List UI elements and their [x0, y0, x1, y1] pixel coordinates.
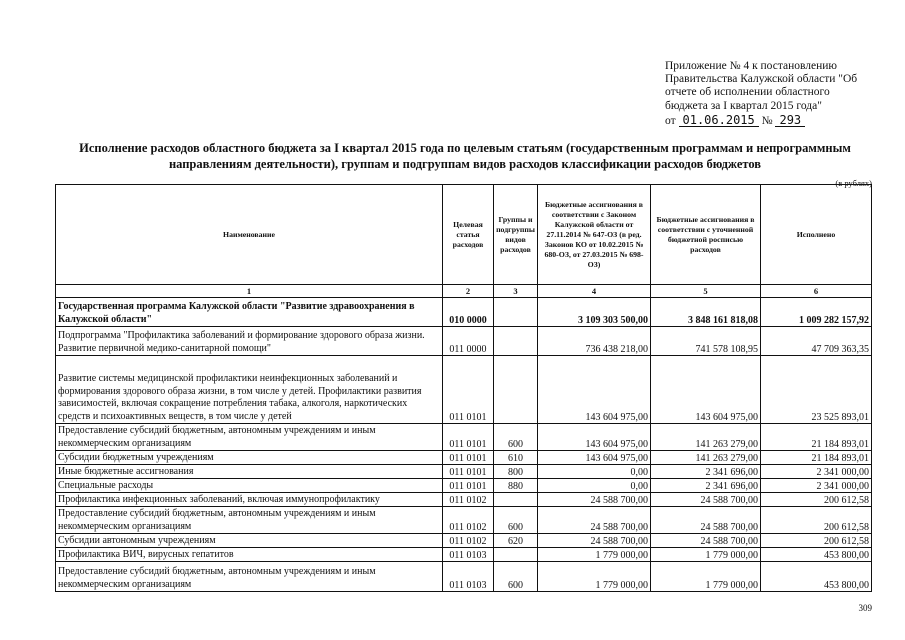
row-executed: 453 800,00	[761, 562, 872, 592]
row-group	[494, 493, 538, 507]
column-number: 3	[494, 285, 538, 298]
page-number: 309	[858, 603, 872, 613]
row-assigned-refined: 2 341 696,00	[651, 465, 761, 479]
column-number: 1	[56, 285, 443, 298]
table-row	[56, 507, 872, 534]
col-header-target: Целевая статья расходов	[443, 185, 494, 285]
row-assigned-refined: 141 263 279,00	[651, 424, 761, 451]
row-assigned-refined: 3 848 161 818,08	[651, 298, 761, 327]
table-row	[56, 534, 872, 548]
row-group: 610	[494, 451, 538, 465]
annex-line: отчете об исполнении областного	[665, 86, 830, 99]
col-header-assigned-refined: Бюджетные ассигнования в соответствии с уточненной бюджетной росписью расходов	[651, 185, 761, 285]
row-executed: 1 009 282 157,92	[761, 298, 872, 327]
table-header-row	[56, 185, 872, 285]
row-target: 011 0101	[443, 356, 494, 424]
row-executed: 21 184 893,01	[761, 424, 872, 451]
row-assigned-refined: 741 578 108,95	[651, 327, 761, 356]
row-name: Подпрограмма "Профилактика заболеваний и формирование здорового образа жизни. Развитие первичной медико-санитарной помощи"	[56, 327, 443, 356]
column-number: 2	[443, 285, 494, 298]
row-name: Предоставление субсидий бюджетным, автономным учреждениям и иным некоммерческим организациям	[56, 562, 443, 592]
table-row	[56, 479, 872, 493]
column-number: 5	[651, 285, 761, 298]
row-executed: 2 341 000,00	[761, 465, 872, 479]
row-assigned-refined: 2 341 696,00	[651, 479, 761, 493]
row-assigned-refined: 143 604 975,00	[651, 356, 761, 424]
row-target: 011 0102	[443, 534, 494, 548]
row-name: Профилактика инфекционных заболеваний, включая иммунопрофилактику	[56, 493, 443, 507]
col-header-group: Группы и подгруппы видов расходов	[494, 185, 538, 285]
row-assigned-law: 143 604 975,00	[538, 451, 651, 465]
row-target: 011 0103	[443, 548, 494, 562]
row-name: Предоставление субсидий бюджетным, автономным учреждениям и иным некоммерческим организациям	[56, 424, 443, 451]
row-assigned-law: 143 604 975,00	[538, 356, 651, 424]
row-target: 011 0101	[443, 451, 494, 465]
annex-note	[665, 60, 900, 128]
col-header-assigned-law: Бюджетные ассигнования в соответствии с Законом Калужской области от 27.11.2014 № 647-ОЗ (в ред. Законов КО от 10.02.2015 № 680-ОЗ, от 27.03.2015 № 698-ОЗ)	[538, 185, 651, 285]
resolution-number: 293	[775, 114, 805, 127]
row-name: Развитие системы медицинской профилактики неинфекционных заболеваний и формирования здорового образа жизни, в том числе у детей. Профилактики развития зависимостей, включая сокращение потребления табака, алкоголя, наркотических средств и психоактивных веществ, в том числе у детей	[56, 356, 443, 424]
row-target: 011 0101	[443, 465, 494, 479]
row-name: Специальные расходы	[56, 479, 443, 493]
row-target: 011 0102	[443, 493, 494, 507]
row-executed: 47 709 363,35	[761, 327, 872, 356]
row-executed: 23 525 893,01	[761, 356, 872, 424]
row-assigned-law: 3 109 303 500,00	[538, 298, 651, 327]
row-target: 011 0101	[443, 479, 494, 493]
row-group: 600	[494, 424, 538, 451]
table-row	[56, 356, 872, 424]
number-prefix: №	[761, 114, 773, 127]
row-target: 010 0000	[443, 298, 494, 327]
row-target: 011 0000	[443, 327, 494, 356]
table-row	[56, 327, 872, 356]
col-header-name: Наименование	[56, 185, 443, 285]
row-assigned-law: 736 438 218,00	[538, 327, 651, 356]
row-group	[494, 356, 538, 424]
row-group: 800	[494, 465, 538, 479]
row-assigned-law: 143 604 975,00	[538, 424, 651, 451]
date-prefix: от	[665, 114, 676, 127]
table-row	[56, 465, 872, 479]
document-title	[40, 140, 890, 172]
row-assigned-law: 24 588 700,00	[538, 507, 651, 534]
units-label: (в рублях)	[835, 178, 872, 188]
row-assigned-law: 0,00	[538, 465, 651, 479]
column-number-row	[56, 285, 872, 298]
annex-line: Правительства Калужской области "Об	[665, 73, 858, 86]
row-group: 620	[494, 534, 538, 548]
row-group	[494, 548, 538, 562]
row-group	[494, 327, 538, 356]
table-row	[56, 493, 872, 507]
row-executed: 2 341 000,00	[761, 479, 872, 493]
column-number: 4	[538, 285, 651, 298]
row-assigned-law: 1 779 000,00	[538, 548, 651, 562]
row-group: 600	[494, 562, 538, 592]
row-target: 011 0101	[443, 424, 494, 451]
row-group: 880	[494, 479, 538, 493]
annex-line: Приложение № 4 к постановлению	[665, 60, 838, 72]
annex-dateline	[665, 114, 900, 128]
row-assigned-refined: 24 588 700,00	[651, 493, 761, 507]
row-assigned-law: 0,00	[538, 479, 651, 493]
table-row	[56, 548, 872, 562]
title-line: направлениям деятельности), группам и подгруппам видов расходов классификации расходов бюджетов	[168, 157, 762, 171]
row-name: Субсидии автономным учреждениям	[56, 534, 443, 548]
row-name: Субсидии бюджетным учреждениям	[56, 451, 443, 465]
table-row	[56, 424, 872, 451]
row-name: Государственная программа Калужской области "Развитие здравоохранения в Калужской области"	[56, 298, 443, 327]
row-executed: 200 612,58	[761, 534, 872, 548]
budget-table	[55, 184, 872, 592]
row-executed: 200 612,58	[761, 493, 872, 507]
title-line: Исполнение расходов областного бюджета за I квартал 2015 года по целевым статьям (государственным программам и непрограммным	[79, 141, 851, 155]
column-number: 6	[761, 285, 872, 298]
row-assigned-refined: 1 779 000,00	[651, 562, 761, 592]
row-group: 600	[494, 507, 538, 534]
annex-line: бюджета за I квартал 2015 года"	[665, 99, 822, 112]
row-executed: 453 800,00	[761, 548, 872, 562]
row-executed: 21 184 893,01	[761, 451, 872, 465]
row-name: Профилактика ВИЧ, вирусных гепатитов	[56, 548, 443, 562]
row-name: Предоставление субсидий бюджетным, автономным учреждениям и иным некоммерческим организациям	[56, 507, 443, 534]
row-group	[494, 298, 538, 327]
row-target: 011 0103	[443, 562, 494, 592]
row-assigned-refined: 24 588 700,00	[651, 507, 761, 534]
row-executed: 200 612,58	[761, 507, 872, 534]
table-row	[56, 562, 872, 592]
row-name: Иные бюджетные ассигнования	[56, 465, 443, 479]
row-assigned-law: 24 588 700,00	[538, 493, 651, 507]
row-target: 011 0102	[443, 507, 494, 534]
row-assigned-refined: 1 779 000,00	[651, 548, 761, 562]
col-header-executed: Исполнено	[761, 185, 872, 285]
row-assigned-law: 1 779 000,00	[538, 562, 651, 592]
resolution-date: 01.06.2015	[679, 114, 759, 127]
table-row	[56, 451, 872, 465]
row-assigned-refined: 141 263 279,00	[651, 451, 761, 465]
row-assigned-law: 24 588 700,00	[538, 534, 651, 548]
row-assigned-refined: 24 588 700,00	[651, 534, 761, 548]
table-row	[56, 298, 872, 327]
